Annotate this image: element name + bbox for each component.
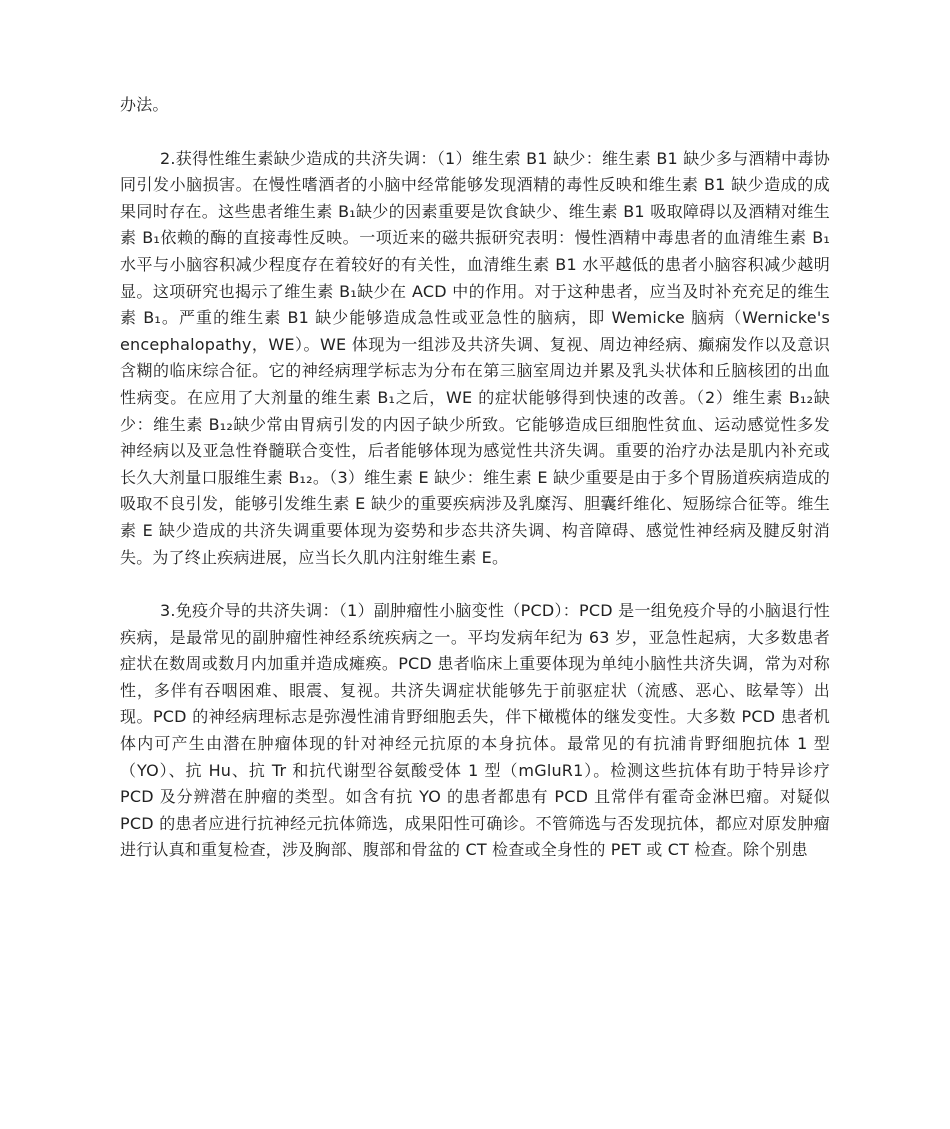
document-page — [120, 92, 830, 864]
paragraph-spacer — [120, 571, 830, 598]
paragraph-acquired-vitamin-deficiency: 2.获得性维生素缺少造成的共济失调：（1）维生索 B1 缺少：维生素 B1 缺少多与酒精中毒协同引发小脑损害。在慢性嗜酒者的小脑中经常能够发现酒精的毒性反映和维生素 B1 缺少造成的成果同时存在。这些患者维生素 B₁缺少的因素重要是饮食缺少、维生素 B1 吸取障碍以及酒精对维生素 B₁依赖的酶的直接毒性反映。一项近来的磁共振研究表明：慢性酒精中毒患者的血清维生素 B₁水平与小脑容积减少程度存在着较好的有关性，血清维生素 B1 水平越低的患者小脑容积减少越明显。这项研究也揭示了维生素 B₁缺少在 ACD 中的作用。对于这种患者，应当及时补充充足的维生素 B₁。严重的维生素 B1 缺少能够造成急性或亚急性的脑病，即 Wemicke 脑病（Wernicke's encephalopathy，WE）。WE 体现为一组涉及共济失调、复视、周边神经病、癫痫发作以及意识含糊的临床综合征。它的神经病理学标志为分布在第三脑室周边并累及乳头状体和丘脑核团的出血性病变。在应用了大剂量的维生素 B₁之后，WE 的症状能够得到快速的改善。（2）维生素 B₁₂缺少：维生素 B₁₂缺少常由胃病引发的内因子缺少所致。它能够造成巨细胞性贫血、运动感觉性多发神经病以及亚急性脊髓联合变性，后者能够体现为感觉性共济失调。重要的治疗办法是肌内补充或长久大剂量口服维生素 B₁₂。（3）维生素 E 缺少：维生素 E 缺少重要是由于多个胃肠道疾病造成的吸取不良引发，能够引发维生素 E 缺少的重要疾病涉及乳糜泻、胆囊纤维化、短肠综合征等。维生素 E 缺少造成的共济失调重要体现为姿势和步态共济失调、构音障碍、感觉性神经病及腱反射消失。为了终止疾病进展，应当长久肌内注射维生素 E。 — [120, 148, 830, 567]
paragraph-continuation: 办法。 — [120, 95, 169, 114]
paragraph-spacer — [120, 119, 830, 146]
paragraph-immune-mediated-ataxia: 3.免疫介导的共济失调：（1）副肿瘤性小脑变性（PCD）：PCD 是一组免疫介导的小脑退行性疾病，是最常见的副肿瘤性神经系统疾病之一。平均发病年纪为 63 岁，亚急性起病，大多数患者症状在数周或数月内加重并造成瘫痪。PCD 患者临床上重要体现为单纯小脑性共济失调，常为对称性，多伴有吞咽困难、眼震、复视。共济失调症状能够先于前驱症状（流感、恶心、眩晕等）出现。PCD 的神经病理标志是弥漫性浦肯野细胞丢失，伴下橄榄体的继发变性。大多数 PCD 患者机体内可产生由潜在肿瘤体现的针对神经元抗原的本身抗体。最常见的有抗浦肯野细胞抗体 1 型（YO）、抗 Hu、抗 Tr 和抗代谢型谷氨酸受体 1 型（mGluR1）。检测这些抗体有助于特异诊疗 PCD 及分辨潜在肿瘤的类型。如含有抗 YO 的患者都患有 PCD 且常伴有霍奇金淋巴瘤。对疑似 PCD 的患者应进行抗神经元抗体筛选，成果阳性可确诊。不管筛选与否发现抗体，都应对原发肿瘤进行认真和重复检查，涉及胸部、腹部和骨盆的 CT 检查或全身性的 PET 或 CT 检查。除个别患 — [120, 601, 830, 860]
